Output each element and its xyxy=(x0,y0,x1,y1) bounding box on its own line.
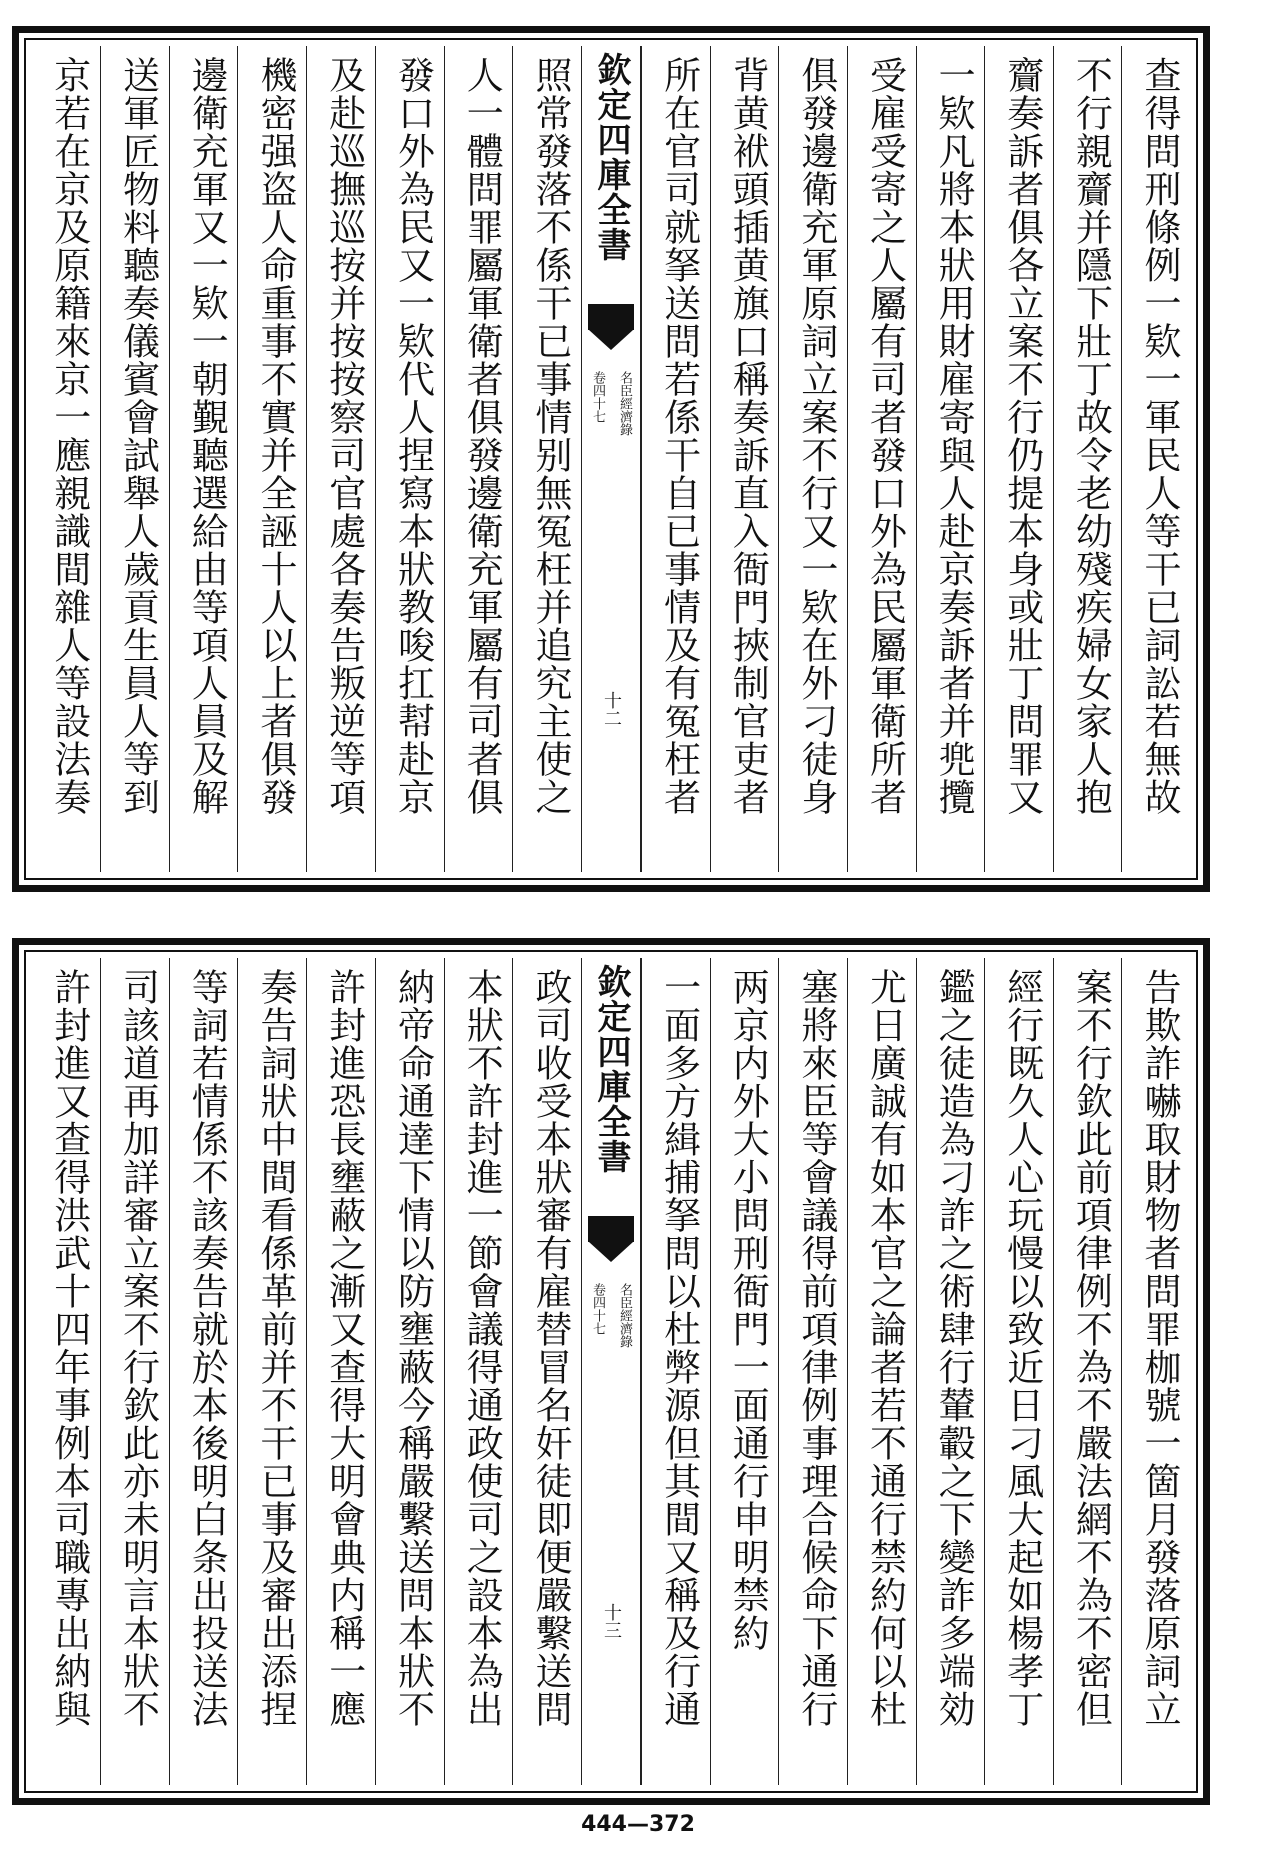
text-column: 司該道再加詳審立案不行欽此亦未明言本狀不 xyxy=(100,958,169,1785)
text-column: 人一體問罪屬軍衛者俱發邊衛充軍屬有司者俱 xyxy=(444,46,513,872)
text-column: 照常發落不係干已事情别無冤枉并追究主使之 xyxy=(512,46,581,872)
text-column: 邊衛充軍又一欵一朝覲聽選給由等項人員及解 xyxy=(169,46,238,872)
book-subtitle: 名臣經濟錄 xyxy=(617,1283,632,1348)
fishtail-mark xyxy=(588,304,634,330)
bottom-page-body xyxy=(32,958,1190,1785)
text-column: 許封進恐長壅蔽之漸又查得大明會典内稱一應 xyxy=(306,958,375,1785)
text-column: 納帝命通達下情以防壅蔽今稱嚴繫送問本狀不 xyxy=(375,958,444,1785)
text-column: 齎奏訴者俱各立案不行仍提本身或壯丁問罪又 xyxy=(984,46,1053,872)
text-column: 尤日廣誠有如本官之論者若不通行禁約何以杜 xyxy=(847,958,916,1785)
text-column: 一面多方緝捕拏問以杜弊源但其間又稱及行通 xyxy=(641,958,710,1785)
bottom-left-half xyxy=(32,958,581,1785)
text-column: 背黄袱頭插黄旗口稱奏訴直入衙門挾制官吏者 xyxy=(710,46,779,872)
text-column: 一欵凡將本狀用財雇寄與人赴京奏訴者并兠攬 xyxy=(916,46,985,872)
bottom-right-half xyxy=(641,958,1190,1785)
text-column: 送軍匠物料聽奏儀賓會試舉人歲貢生員人等到 xyxy=(100,46,169,872)
book-title: 欽定四庫全書 xyxy=(591,52,631,262)
folio-number: 十二 xyxy=(601,691,622,727)
text-column: 本狀不許封進一節會議得通政使司之設本為出 xyxy=(444,958,513,1785)
text-column: 鑑之徒造為刁詐之術肆行輦轂之下變詐多端効 xyxy=(916,958,985,1785)
center-fold-column xyxy=(581,958,641,1785)
text-column: 塞將來臣等會議得前項律例事理合候命下通行 xyxy=(778,958,847,1785)
text-column: 京若在京及原籍來京一應親識間雜人等設法奏 xyxy=(47,56,91,816)
text-column: 發口外為民又一欵代人捏寫本狀教唆扛幇赴京 xyxy=(375,46,444,872)
text-column: 查得問刑條例一欵一軍民人等干已詞訟若無故 xyxy=(1121,46,1190,872)
text-column: 政司收受本狀審有雇替冒名奸徒即便嚴繫送問 xyxy=(512,958,581,1785)
top-left-half xyxy=(32,46,581,872)
text-column: 及赴巡撫巡按并按按察司官處各奏告叛逆等項 xyxy=(306,46,375,872)
book-subtitle: 名臣經濟錄 xyxy=(617,371,632,436)
folio-number: 十三 xyxy=(601,1603,622,1639)
text-column: 等詞若情係不該奏告就於本後明白条出投送法 xyxy=(169,958,238,1785)
top-right-half xyxy=(641,46,1190,872)
bottom-page xyxy=(12,938,1210,1805)
text-column: 受雇受寄之人屬有司者發口外為民屬軍衛所者 xyxy=(847,46,916,872)
text-column: 所在官司就拏送問若係干自已事情及有冤枉者 xyxy=(641,46,710,872)
text-column: 許封進又查得洪武十四年事例本司職專出納與 xyxy=(47,968,91,1728)
page-code-footer: 444—372 xyxy=(581,1812,695,1837)
center-fold-column xyxy=(581,46,641,872)
fishtail-mark xyxy=(588,1216,634,1242)
text-column: 告欺詐嚇取財物者問罪枷號一箇月發落原詞立 xyxy=(1121,958,1190,1785)
text-column: 俱發邊衛充軍原詞立案不行又一欵在外刁徒身 xyxy=(778,46,847,872)
text-column: 不行親齎并隱下壯丁故令老幼殘疾婦女家人抱 xyxy=(1053,46,1122,872)
text-column: 两京内外大小問刑衙門一面通行申明禁約 xyxy=(710,958,779,1785)
text-column: 奏告詞狀中間看係革前并不干已事及審出添捏 xyxy=(237,958,306,1785)
text-column: 經行既久人心玩慢以致近日刁風大起如楊孝丁 xyxy=(984,958,1053,1785)
text-column: 案不行欽此前項律例不為不嚴法網不為不密但 xyxy=(1053,958,1122,1785)
text-column: 機密强盗人命重事不實并全誣十人以上者俱發 xyxy=(237,46,306,872)
volume-label: 卷四十七 xyxy=(590,371,605,423)
book-title: 欽定四庫全書 xyxy=(591,964,631,1174)
top-page-body xyxy=(32,46,1190,872)
volume-label: 卷四十七 xyxy=(590,1283,605,1335)
top-page xyxy=(12,26,1210,892)
